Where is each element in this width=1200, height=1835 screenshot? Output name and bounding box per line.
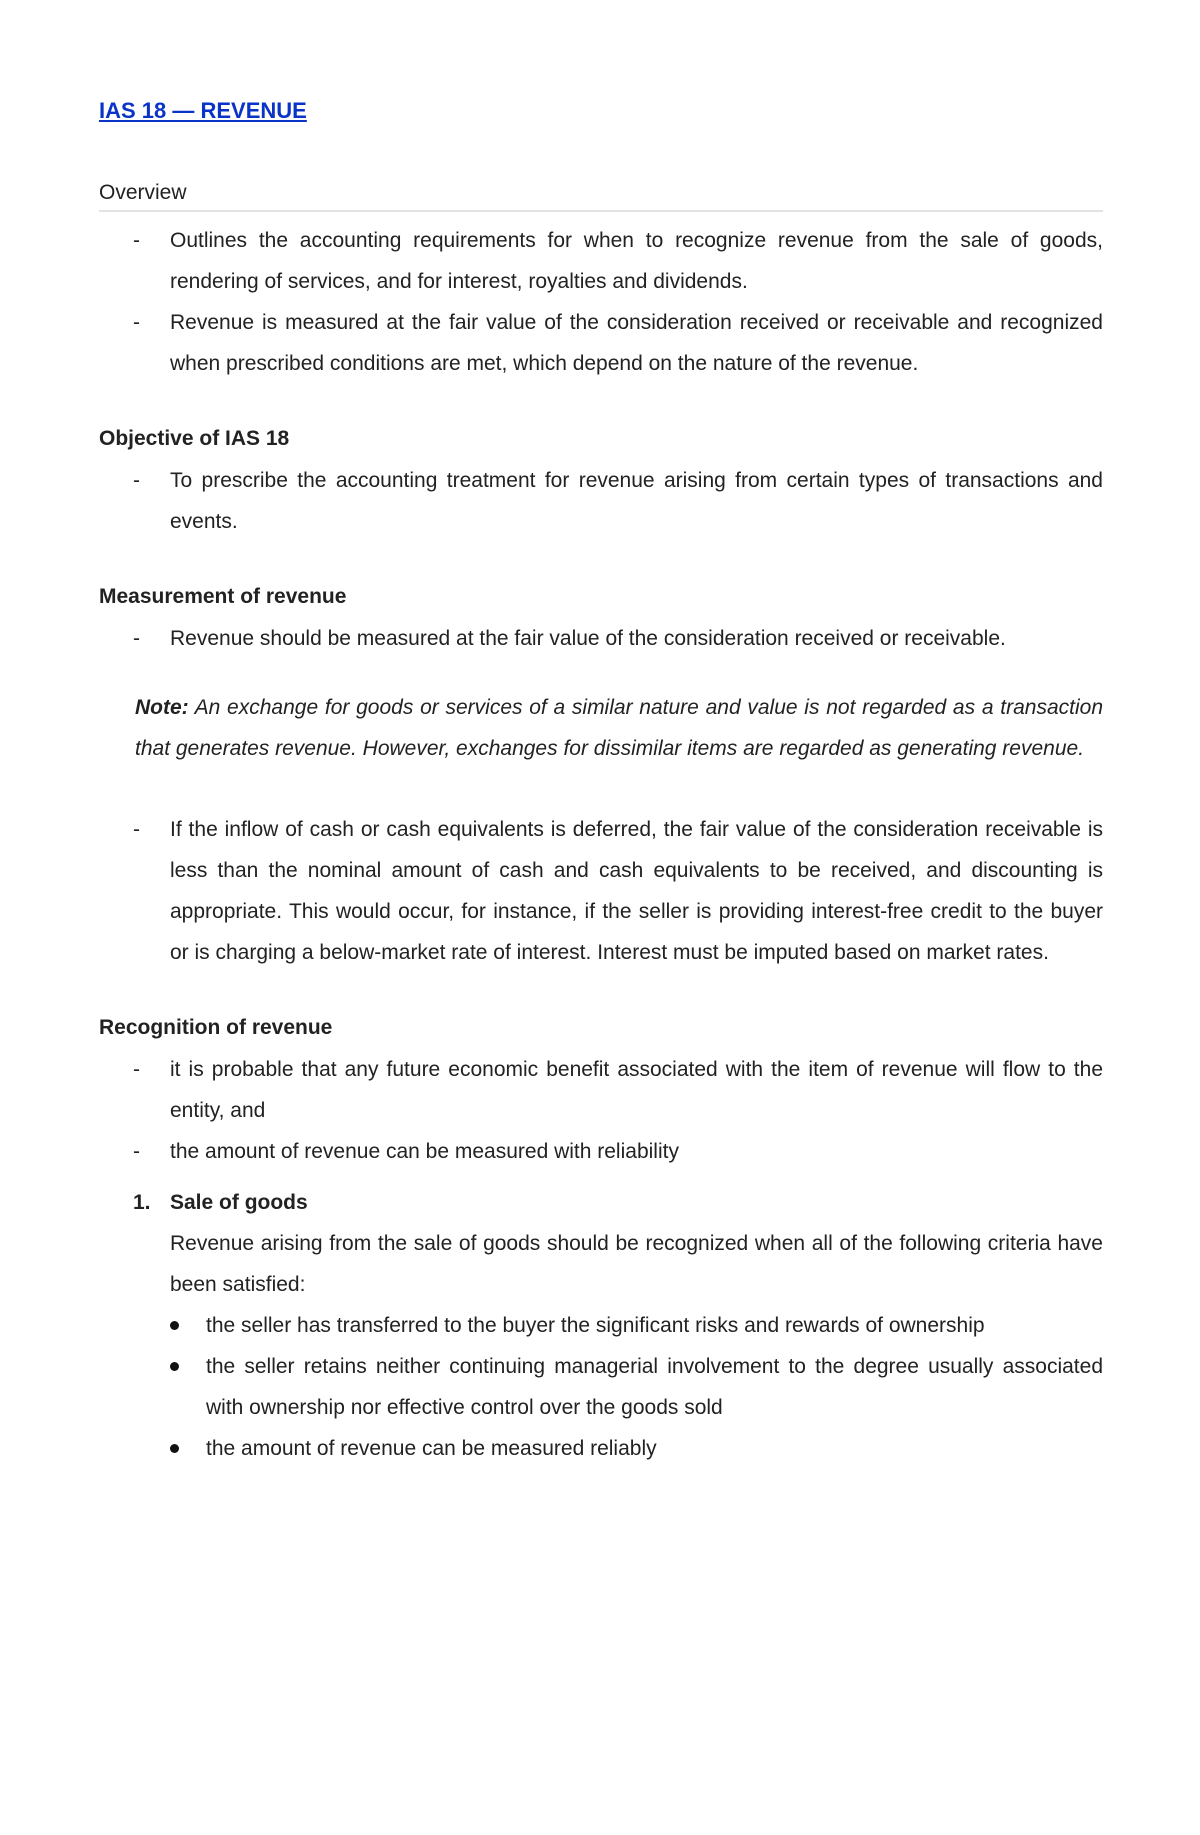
document-title[interactable]: IAS 18 — REVENUE [99,98,307,123]
sale-of-goods-criteria [170,1305,1103,1469]
objective-list [99,460,1103,542]
list-item-text: If the inflow of cash or cash equivalents is deferred, the fair value of the consideration receivable is less than the nominal amount of cash and cash equivalents to be received, and discounting is appropriate. This would occur, for instance, if the seller is providing interest-free credit to the buyer or is charging a below-market rate of interest. Interest must be imputed based on market rates. [170,818,1103,964]
list-item [170,1346,1103,1428]
list-item [99,1131,1103,1172]
list-item-text: the seller has transferred to the buyer the significant risks and rewards of ownership [206,1314,985,1337]
bullet-icon [170,1362,179,1371]
sale-of-goods-block [99,1182,1103,1469]
overview-heading: Overview [99,178,1103,212]
list-item [99,809,1103,973]
overview-list [99,220,1103,384]
list-item-text: the amount of revenue can be measured reliably [206,1437,657,1460]
overview-section [99,178,1103,384]
dash-marker: - [133,469,140,492]
list-item-text: it is probable that any future economic benefit associated with the item of revenue will flow to the entity, and [170,1058,1103,1122]
sale-of-goods-intro: Revenue arising from the sale of goods should be recognized when all of the following criteria have been satisfied: [170,1232,1103,1296]
list-item-text: Outlines the accounting requirements for when to recognize revenue from the sale of goods, rendering of services, and for interest, royalties and dividends. [170,229,1103,293]
recognition-list [99,1049,1103,1172]
list-item-text: Revenue should be measured at the fair value of the consideration received or receivable. [170,627,1006,650]
dash-marker: - [133,1140,140,1163]
list-item [170,1305,1103,1346]
list-item [99,460,1103,542]
dash-marker: - [133,311,140,334]
note-label: Note: [135,696,189,719]
measurement-section [99,582,1103,973]
list-item [99,618,1103,659]
dash-marker: - [133,627,140,650]
objective-heading: Objective of IAS 18 [99,427,290,450]
recognition-heading: Recognition of revenue [99,1016,333,1039]
note-paragraph [99,687,1103,769]
sale-of-goods-number: 1. [133,1191,151,1214]
list-item-text: the amount of revenue can be measured with reliability [170,1140,679,1163]
list-item-text: To prescribe the accounting treatment for revenue arising from certain types of transactions and events. [170,469,1103,533]
measurement-list-after-note [99,809,1103,973]
list-item-text: the seller retains neither continuing managerial involvement to the degree usually associated with ownership nor effective control over the goods sold [206,1355,1103,1419]
dash-marker: - [133,1058,140,1081]
bullet-icon [170,1321,179,1330]
recognition-section [99,1013,1103,1469]
bullet-icon [170,1444,179,1453]
dash-marker: - [133,818,140,841]
list-item [99,1049,1103,1131]
document-page [99,96,1103,1509]
list-item [99,220,1103,302]
measurement-list [99,618,1103,659]
list-item [170,1428,1103,1469]
list-item-text: Revenue is measured at the fair value of the consideration received or receivable and recognized when prescribed conditions are met, which depend on the nature of the revenue. [170,311,1103,375]
measurement-heading: Measurement of revenue [99,585,347,608]
sale-of-goods-title: Sale of goods [170,1191,308,1214]
list-item [99,302,1103,384]
note-text: An exchange for goods or services of a similar nature and value is not regarded as a transaction that generates revenue. However, exchanges for dissimilar items are regarded as generating revenue. [135,696,1103,760]
objective-section [99,424,1103,542]
dash-marker: - [133,229,140,252]
